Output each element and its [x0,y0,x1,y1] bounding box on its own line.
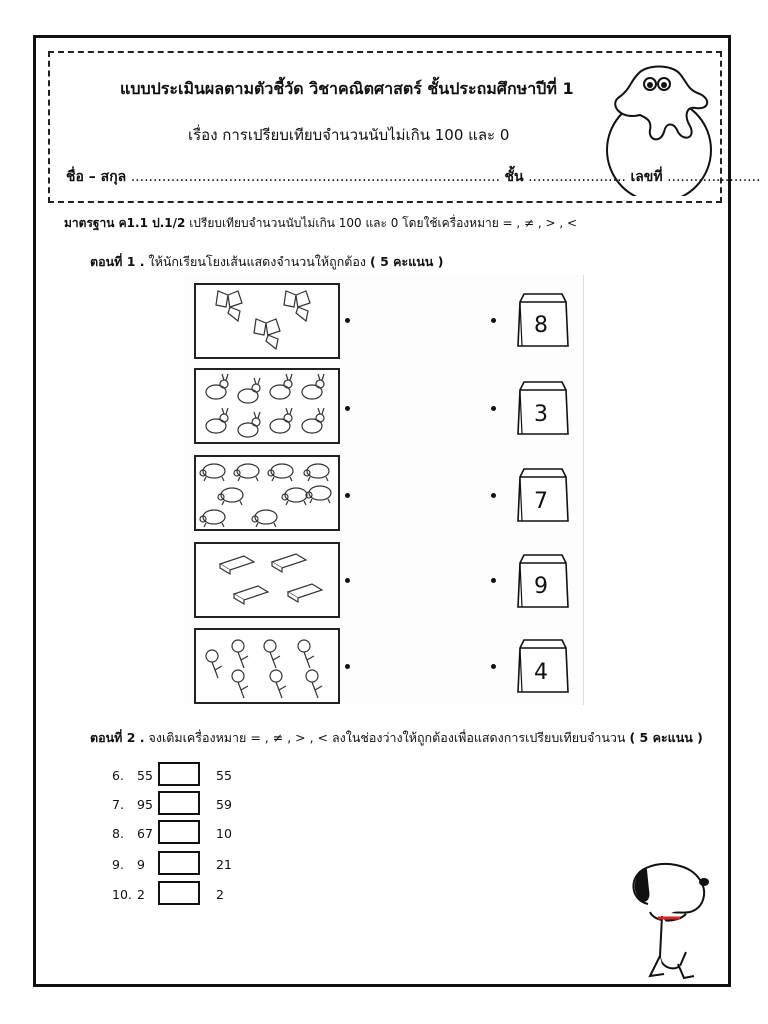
question-number: 10. [112,887,132,902]
book-icon [196,544,338,616]
standard-label: มาตรฐาน ค1.1 ป.1/2 [64,216,186,230]
question-right-value: 59 [216,797,232,812]
snoopy-icon [620,856,716,982]
page-subtitle: เรื่อง การเปรียบเทียบจำนวนนับไม่เกิน 100 และ 0 [188,126,510,144]
page-title: แบบประเมินผลตามตัวชี้วัด วิชาคณิตศาสตร์ ชั้นประถมศึกษาปีที่ 1 [120,79,574,98]
question-number: 7. [112,797,124,812]
question-right-value: 2 [216,887,224,902]
class-field[interactable]: ...................... [528,169,626,185]
part2-instruction [90,728,703,748]
rabbit-icon [196,370,338,442]
left-dot-5[interactable] [345,664,350,669]
part2-text: จงเติมเครื่องหมาย = , ≠ , > , < ลงในช่องว่างให้ถูกต้องเพื่อแสดงการเปรียบเทียบจำนวน [148,730,626,745]
turtle-icon [196,457,338,531]
picture-box-turtles [194,455,340,531]
bag-number-5: 4 [534,660,548,685]
right-dot-2[interactable] [491,406,496,411]
question-right-value: 10 [216,826,232,841]
question-left-value: 2 [137,887,145,902]
bag-number-2: 3 [534,402,548,427]
part2-score: ( 5 คะแนน ) [629,730,703,745]
bag-number-4: 9 [534,574,548,599]
question-right-value: 55 [216,768,232,783]
question-left-value: 55 [137,768,153,783]
bag-number-1: 8 [534,313,548,338]
question-left-value: 95 [137,797,153,812]
answer-box[interactable] [158,851,200,875]
question-left-value: 67 [137,826,153,841]
part1-instruction [90,252,443,272]
right-dot-1[interactable] [491,318,496,323]
left-dot-2[interactable] [345,406,350,411]
answer-box[interactable] [158,791,200,815]
picture-box-books [194,542,340,618]
left-dot-3[interactable] [345,493,350,498]
part2-label: ตอนที่ 2 . [90,730,145,745]
right-dot-3[interactable] [491,493,496,498]
answer-box[interactable] [158,881,200,905]
picture-box-rabbits [194,368,340,444]
number-label: เลขที่ [630,169,663,185]
number-field[interactable]: ..................... [667,169,761,185]
answer-box[interactable] [158,762,200,786]
right-dot-4[interactable] [491,578,496,583]
picture-box-roses [194,628,340,704]
standard-line [64,214,577,233]
part1-text: ให้นักเรียนโยงเส้นแสดงจำนวนให้ถูกต้อง [148,254,367,269]
left-dot-1[interactable] [345,318,350,323]
part1-label: ตอนที่ 1 . [90,254,145,269]
question-number: 8. [112,826,124,841]
left-dot-4[interactable] [345,578,350,583]
name-label: ชื่อ – สกุล [66,169,127,185]
name-field[interactable]: ................................................................................... [130,169,501,185]
part1-score: ( 5 คะแนน ) [370,254,444,269]
butterfly-icon [196,285,338,357]
rose-icon [196,630,338,704]
picture-box-butterflies [194,283,340,359]
standard-text: เปรียบเทียบจำนวนนับไม่เกิน 100 และ 0 โดยใช้เครื่องหมาย = , ≠ , > , < [189,216,578,230]
bag-number-3: 7 [534,489,548,514]
question-number: 9. [112,857,124,872]
right-dot-5[interactable] [491,664,496,669]
question-number: 6. [112,768,124,783]
question-right-value: 21 [216,857,232,872]
octopus-icon [600,60,718,196]
question-left-value: 9 [137,857,145,872]
class-label: ชั้น [504,169,524,185]
answer-box[interactable] [158,820,200,844]
